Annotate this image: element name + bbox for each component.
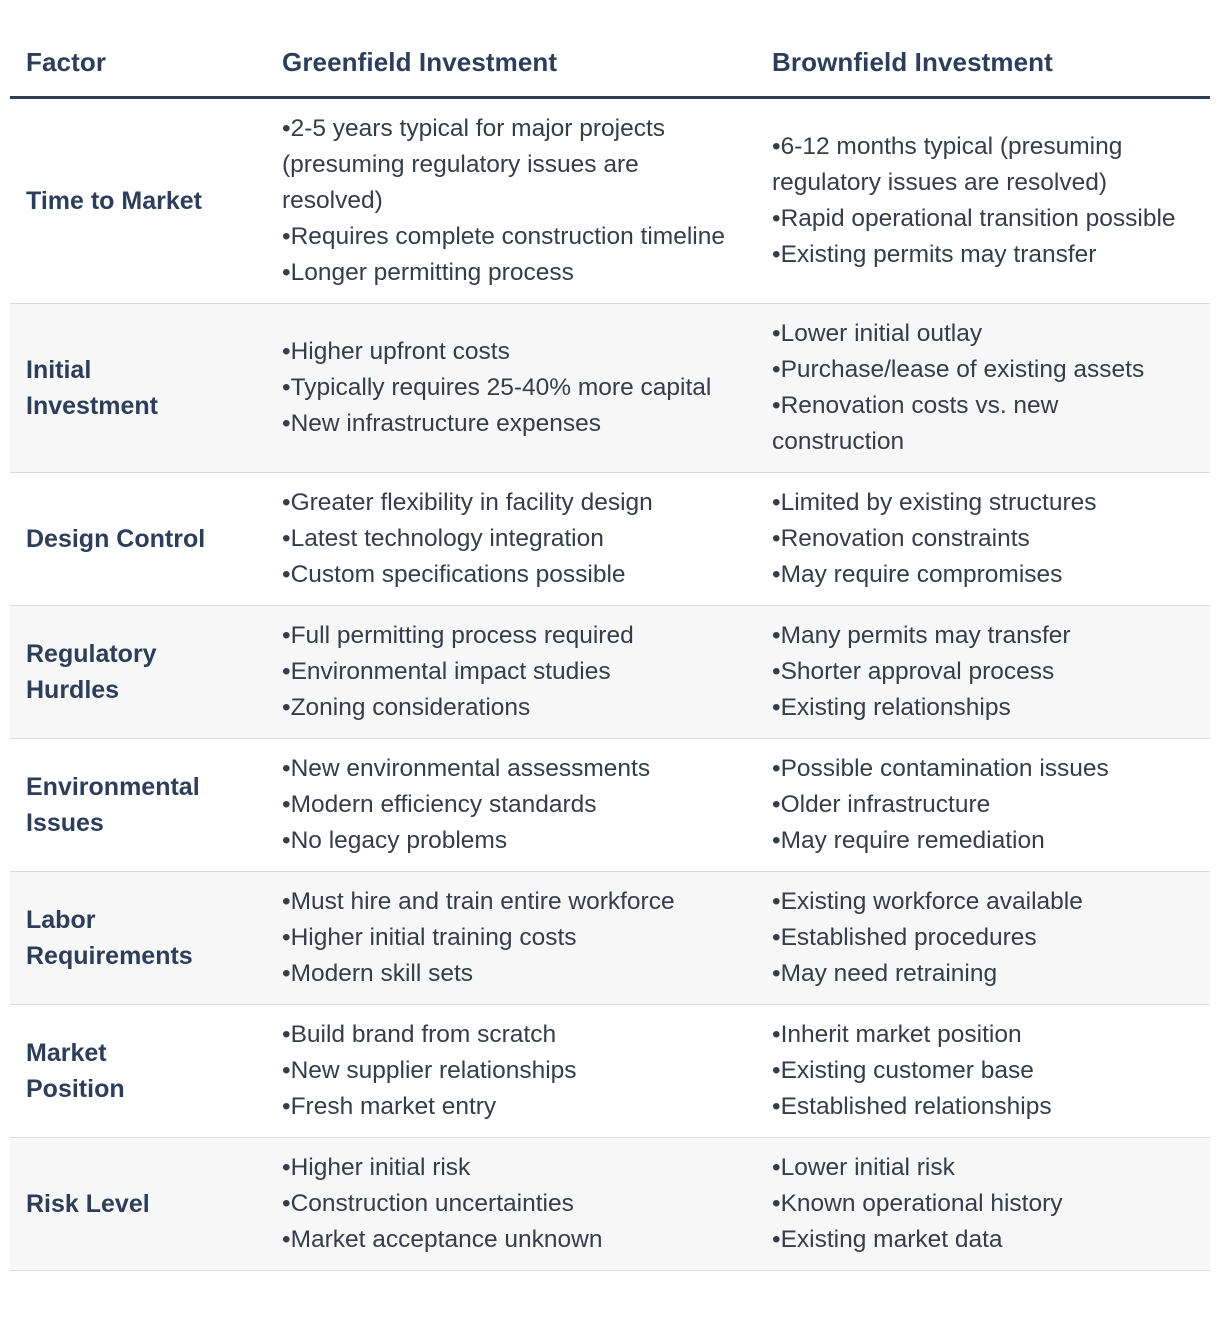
brownfield-cell xyxy=(756,98,1210,304)
brownfield-bullet-item: • Existing customer base xyxy=(772,1053,1194,1089)
table-row xyxy=(10,473,1210,606)
table-row xyxy=(10,872,1210,1005)
comparison-table xyxy=(10,30,1210,1271)
factor-label-line: Position xyxy=(26,1075,125,1103)
factor-cell xyxy=(10,872,266,1005)
greenfield-bullet-item: • Modern efficiency standards xyxy=(282,787,740,823)
brownfield-bullet-item: • 6-12 months typical (presuming regulatory issues are resolved) xyxy=(772,129,1194,201)
greenfield-bullet-item: • Fresh market entry xyxy=(282,1089,740,1125)
brownfield-cell xyxy=(756,473,1210,606)
greenfield-bullet-item: • Longer permitting process xyxy=(282,255,740,291)
table-row xyxy=(10,1138,1210,1271)
brownfield-bullet-item: • Existing permits may transfer xyxy=(772,237,1194,273)
factor-label-line: Investment xyxy=(26,392,158,420)
greenfield-bullet-item: • 2-5 years typical for major projects (presuming regulatory issues are resolved) xyxy=(282,111,740,219)
greenfield-bullet-item: • Construction uncertainties xyxy=(282,1186,740,1222)
brownfield-cell xyxy=(756,304,1210,473)
factor-cell xyxy=(10,473,266,606)
brownfield-bullet-item: • Known operational history xyxy=(772,1186,1194,1222)
header-row xyxy=(10,30,1210,98)
brownfield-bullet-item: • Existing market data xyxy=(772,1222,1194,1258)
greenfield-bullet-item: • Custom specifications possible xyxy=(282,557,740,593)
factor-cell xyxy=(10,606,266,739)
brownfield-bullet-item: • Lower initial outlay xyxy=(772,316,1194,352)
factor-label-line: Risk Level xyxy=(26,1190,150,1218)
greenfield-cell xyxy=(266,1005,756,1138)
brownfield-bullet-item: • Shorter approval process xyxy=(772,654,1194,690)
header-greenfield: Greenfield Investment xyxy=(266,30,756,98)
factor-label-line: Time to Market xyxy=(26,187,202,215)
brownfield-cell xyxy=(756,1005,1210,1138)
table-row xyxy=(10,98,1210,304)
greenfield-cell xyxy=(266,98,756,304)
brownfield-bullet-item: • Established relationships xyxy=(772,1089,1194,1125)
brownfield-cell xyxy=(756,1138,1210,1271)
greenfield-bullet-item: • Higher upfront costs xyxy=(282,334,740,370)
greenfield-bullet-item: • New infrastructure expenses xyxy=(282,406,740,442)
brownfield-bullet-item: • Many permits may transfer xyxy=(772,618,1194,654)
comparison-table-container xyxy=(10,30,1210,1271)
greenfield-bullet-item: • Environmental impact studies xyxy=(282,654,740,690)
greenfield-bullet-item: • Greater flexibility in facility design xyxy=(282,485,740,521)
factor-label-line: Issues xyxy=(26,809,104,837)
factor-cell xyxy=(10,1005,266,1138)
brownfield-bullet-item: • May need retraining xyxy=(772,956,1194,992)
factor-label-line: Market xyxy=(26,1039,107,1067)
table-body xyxy=(10,98,1210,1271)
brownfield-cell xyxy=(756,606,1210,739)
factor-label-line: Labor xyxy=(26,906,96,934)
brownfield-bullet-item: • Purchase/lease of existing assets xyxy=(772,352,1194,388)
brownfield-bullet-item: • Inherit market position xyxy=(772,1017,1194,1053)
brownfield-bullet-item: • Possible contamination issues xyxy=(772,751,1194,787)
table-row xyxy=(10,1005,1210,1138)
greenfield-bullet-item: • Full permitting process required xyxy=(282,618,740,654)
greenfield-bullet-item: • Typically requires 25-40% more capital xyxy=(282,370,740,406)
factor-cell xyxy=(10,739,266,872)
factor-label-line: Design Control xyxy=(26,525,206,553)
table-row xyxy=(10,739,1210,872)
greenfield-bullet-item: • Higher initial training costs xyxy=(282,920,740,956)
brownfield-bullet-item: • Existing relationships xyxy=(772,690,1194,726)
factor-label-line: Hurdles xyxy=(26,676,120,704)
brownfield-bullet-item: • Lower initial risk xyxy=(772,1150,1194,1186)
table-row xyxy=(10,606,1210,739)
brownfield-bullet-item: • May require compromises xyxy=(772,557,1194,593)
factor-label-line: Requirements xyxy=(26,942,193,970)
brownfield-bullet-item: • Renovation costs vs. new construction xyxy=(772,388,1194,460)
greenfield-bullet-item: • Build brand from scratch xyxy=(282,1017,740,1053)
greenfield-bullet-item: • Requires complete construction timeline xyxy=(282,219,740,255)
header-brownfield: Brownfield Investment xyxy=(756,30,1210,98)
brownfield-bullet-item: • May require remediation xyxy=(772,823,1194,859)
greenfield-bullet-item: • Zoning considerations xyxy=(282,690,740,726)
brownfield-bullet-item: • Established procedures xyxy=(772,920,1194,956)
factor-label-line: Initial xyxy=(26,356,92,384)
table-row xyxy=(10,304,1210,473)
brownfield-bullet-item: • Limited by existing structures xyxy=(772,485,1194,521)
brownfield-cell xyxy=(756,739,1210,872)
greenfield-cell xyxy=(266,872,756,1005)
greenfield-cell xyxy=(266,473,756,606)
greenfield-bullet-item: • Higher initial risk xyxy=(282,1150,740,1186)
greenfield-cell xyxy=(266,1138,756,1271)
greenfield-cell xyxy=(266,739,756,872)
greenfield-bullet-item: • Latest technology integration xyxy=(282,521,740,557)
brownfield-bullet-item: • Rapid operational transition possible xyxy=(772,201,1194,237)
table-header xyxy=(10,30,1210,98)
brownfield-cell xyxy=(756,872,1210,1005)
greenfield-cell xyxy=(266,606,756,739)
factor-cell xyxy=(10,1138,266,1271)
greenfield-bullet-item: • Market acceptance unknown xyxy=(282,1222,740,1258)
brownfield-bullet-item: • Renovation constraints xyxy=(772,521,1194,557)
header-factor: Factor xyxy=(10,30,266,98)
brownfield-bullet-item: • Older infrastructure xyxy=(772,787,1194,823)
greenfield-cell xyxy=(266,304,756,473)
factor-label-line: Environmental xyxy=(26,773,200,801)
greenfield-bullet-item: • Modern skill sets xyxy=(282,956,740,992)
factor-cell xyxy=(10,98,266,304)
greenfield-bullet-item: • No legacy problems xyxy=(282,823,740,859)
greenfield-bullet-item: • Must hire and train entire workforce xyxy=(282,884,740,920)
factor-cell xyxy=(10,304,266,473)
greenfield-bullet-item: • New supplier relationships xyxy=(282,1053,740,1089)
greenfield-bullet-item: • New environmental assessments xyxy=(282,751,740,787)
factor-label-line: Regulatory xyxy=(26,640,157,668)
brownfield-bullet-item: • Existing workforce available xyxy=(772,884,1194,920)
